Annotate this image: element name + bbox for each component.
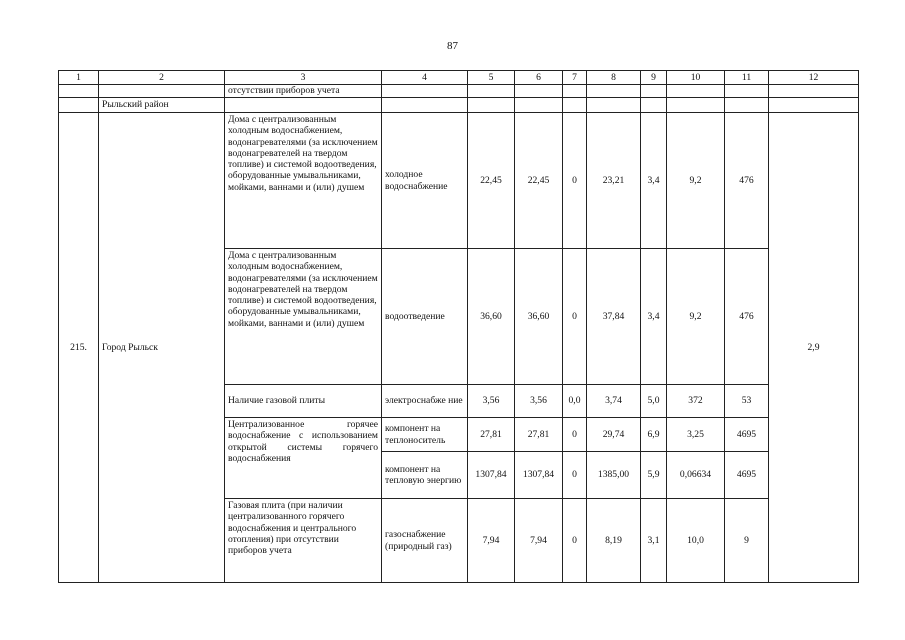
col12-value: 2,9	[769, 113, 859, 583]
city-name: Город Рыльск	[99, 113, 225, 583]
description-cell: Дома с централизованным холодным водоснабжением, водонагревателями (за исключением водонагревателей на твердом топливе) и системой водоотведения, оборудованные умывальниками, мойками, ваннами и (или) душем	[225, 249, 382, 385]
value-cell: 0,0	[563, 385, 587, 418]
service-cell: водоотведение	[382, 249, 468, 385]
continuation-text: отсутствии приборов учета	[225, 85, 382, 98]
value-cell: 476	[725, 249, 769, 385]
value-cell: 3,1	[641, 499, 667, 583]
header-cell: 1	[59, 71, 99, 85]
district-row	[59, 98, 859, 113]
value-cell: 29,74	[587, 418, 641, 452]
value-cell: 9,2	[667, 249, 725, 385]
value-cell: 36,60	[468, 249, 515, 385]
value-cell: 3,56	[468, 385, 515, 418]
service-cell: холодное водоснабжение	[382, 113, 468, 249]
table-row	[59, 113, 859, 249]
value-cell: 3,74	[587, 385, 641, 418]
value-cell: 9,2	[667, 113, 725, 249]
value-cell: 37,84	[587, 249, 641, 385]
description-cell: Дома с централизованным холодным водоснабжением, водонагревателями (за исключением водонагревателей на твердом топливе) и системой водоотведения, оборудованные умывальниками, мойками, ваннами и (или) душем	[225, 113, 382, 249]
value-cell: 27,81	[468, 418, 515, 452]
value-cell: 1307,84	[468, 452, 515, 499]
value-cell: 5,0	[641, 385, 667, 418]
value-cell: 53	[725, 385, 769, 418]
header-cell: 5	[468, 71, 515, 85]
service-cell: компонент на теплоноситель	[382, 418, 468, 452]
value-cell: 7,94	[468, 499, 515, 583]
service-cell: компонент на тепловую энергию	[382, 452, 468, 499]
value-cell: 3,25	[667, 418, 725, 452]
value-cell: 22,45	[468, 113, 515, 249]
value-cell: 10,0	[667, 499, 725, 583]
header-cell: 6	[515, 71, 563, 85]
service-cell: электроснабже ние	[382, 385, 468, 418]
header-cell: 4	[382, 71, 468, 85]
description-cell: Централизованное горячее водоснабжение с использованием открытой системы горячего водоснабжения	[225, 418, 382, 499]
value-cell: 1385,00	[587, 452, 641, 499]
value-cell: 0	[563, 499, 587, 583]
value-cell: 5,9	[641, 452, 667, 499]
tariff-table	[58, 70, 859, 583]
page-number: 87	[447, 40, 458, 52]
value-cell: 476	[725, 113, 769, 249]
value-cell: 0,06634	[667, 452, 725, 499]
description-cell: Наличие газовой плиты	[225, 385, 382, 418]
continuation-row	[59, 85, 859, 98]
service-cell: газоснабжение (природный газ)	[382, 499, 468, 583]
value-cell: 6,9	[641, 418, 667, 452]
record-number: 215.	[59, 113, 99, 583]
value-cell: 1307,84	[515, 452, 563, 499]
header-cell: 8	[587, 71, 641, 85]
value-cell: 22,45	[515, 113, 563, 249]
header-cell: 10	[667, 71, 725, 85]
value-cell: 3,4	[641, 249, 667, 385]
value-cell: 23,21	[587, 113, 641, 249]
value-cell: 8,19	[587, 499, 641, 583]
header-row	[59, 71, 859, 85]
header-cell: 3	[225, 71, 382, 85]
header-cell: 9	[641, 71, 667, 85]
header-cell: 7	[563, 71, 587, 85]
value-cell: 9	[725, 499, 769, 583]
district-name: Рыльский район	[99, 98, 225, 113]
value-cell: 372	[667, 385, 725, 418]
value-cell: 0	[563, 249, 587, 385]
value-cell: 7,94	[515, 499, 563, 583]
value-cell: 0	[563, 113, 587, 249]
value-cell: 27,81	[515, 418, 563, 452]
header-cell: 2	[99, 71, 225, 85]
value-cell: 4695	[725, 418, 769, 452]
header-cell: 12	[769, 71, 859, 85]
value-cell: 0	[563, 452, 587, 499]
value-cell: 0	[563, 418, 587, 452]
header-cell: 11	[725, 71, 769, 85]
value-cell: 3,4	[641, 113, 667, 249]
value-cell: 36,60	[515, 249, 563, 385]
description-cell: Газовая плита (при наличии централизованного горячего водоснабжения и центрального отопления) при отсутствии приборов учета	[225, 499, 382, 583]
value-cell: 3,56	[515, 385, 563, 418]
value-cell: 4695	[725, 452, 769, 499]
